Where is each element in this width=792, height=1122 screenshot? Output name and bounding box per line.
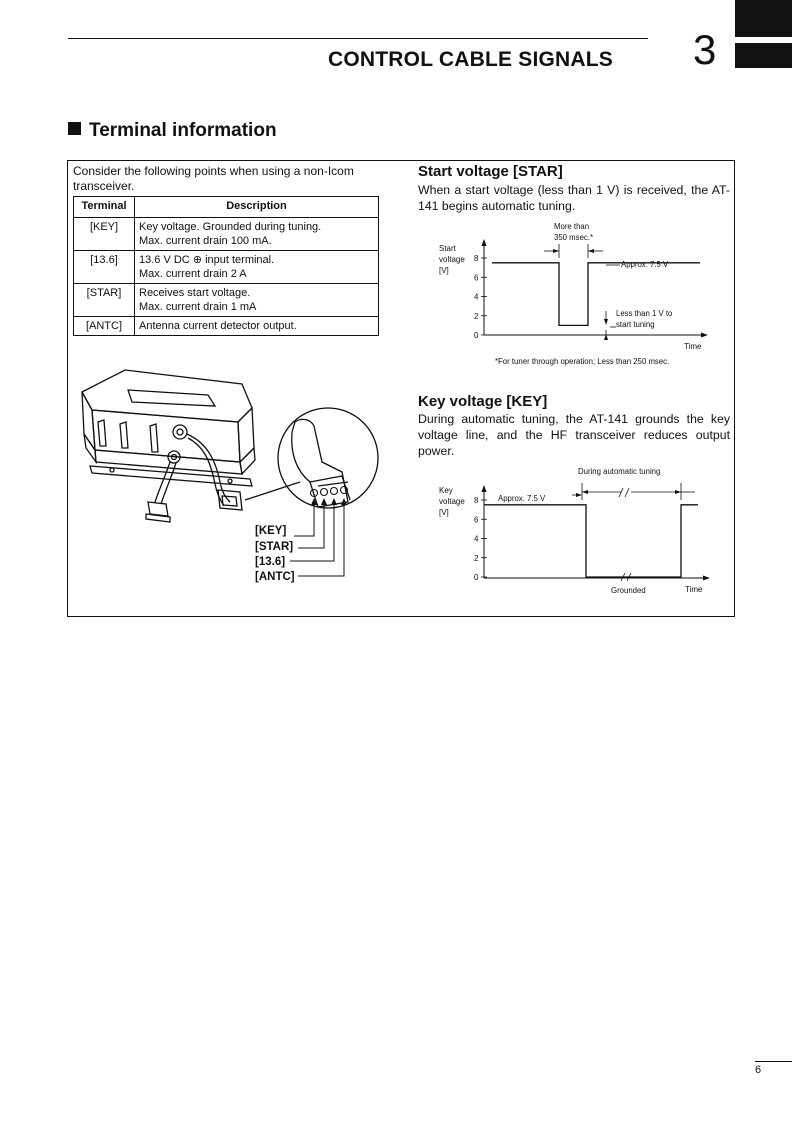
start-voltage-description: When a start voltage (less than 1 V) is received, the AT-141 begins automatic tuning. <box>418 183 730 213</box>
y-tick-label: 6 <box>474 515 479 525</box>
y-tick-label: 2 <box>474 311 479 321</box>
y-axis-arrow <box>482 485 487 492</box>
key-voltage-title: Key voltage [KEY] <box>418 393 548 410</box>
header-rule <box>68 38 648 39</box>
chapter-number: 3 <box>693 26 717 73</box>
y-label-line: voltage <box>439 497 465 506</box>
footnote: *For tuner through operation; Less than 250 msec. <box>495 357 670 366</box>
y-tick-label: 6 <box>474 273 479 283</box>
key-voltage-series <box>484 505 698 577</box>
ann-grounded: Grounded <box>611 586 646 595</box>
y-tick-label: 4 <box>474 534 479 544</box>
y-ticks <box>474 496 487 582</box>
terminal-cell: [ANTC] <box>74 317 135 336</box>
y-ticks <box>474 254 487 340</box>
description-line: Antenna current detector output. <box>139 320 297 332</box>
x-axis-arrow <box>701 333 708 338</box>
annotation-arrows <box>576 490 681 497</box>
label-star: [STAR] <box>255 541 294 553</box>
intro-text: Consider the following points when using a non-Icom transceiver. <box>73 164 354 193</box>
ann-start-tuning: start tuning <box>616 320 655 329</box>
chapter-title: CONTROL CABLE SIGNALS <box>328 48 613 71</box>
y-label-line: Start <box>439 244 456 253</box>
description-line: Max. current drain 2 A <box>139 268 247 280</box>
ann-less-than: Less than 1 V to <box>616 309 673 318</box>
y-tick-label: 0 <box>474 331 479 340</box>
terminal-cell: [STAR] <box>74 284 135 317</box>
description-line: Max. current drain 1 mA <box>139 301 257 313</box>
description-cell <box>135 218 379 251</box>
annotation-lines <box>572 483 695 581</box>
connector-pins <box>311 487 348 497</box>
chapter-tab-bottom <box>735 43 792 68</box>
y-label-line: voltage <box>439 255 465 264</box>
ann-approx-7-5: Approx. 7.5 V <box>621 260 669 269</box>
start-voltage-title: Start voltage [STAR] <box>418 163 563 180</box>
description-cell <box>135 251 379 284</box>
description-line: Max. current drain 100 mA. <box>139 235 272 247</box>
start-voltage-chart <box>418 218 718 373</box>
ann-approx-7-5: Approx. 7.5 V <box>498 494 546 503</box>
ann-during-tuning: During automatic tuning <box>578 467 661 476</box>
label-antc: [ANTC] <box>255 571 295 583</box>
y-tick-label: 0 <box>474 573 479 582</box>
x-axis-arrow <box>703 576 710 581</box>
ann-350-msec: 350 msec.* <box>554 233 594 242</box>
y-tick-label: 4 <box>474 292 479 302</box>
description-cell <box>135 317 379 336</box>
terminal-cell: [13.6] <box>74 251 135 284</box>
x-label: Time <box>684 342 702 351</box>
section-title-text: Terminal information <box>89 120 277 141</box>
table-header-row <box>74 197 379 218</box>
table-row <box>74 284 379 317</box>
table-row <box>74 317 379 336</box>
y-label-line: [V] <box>439 508 449 517</box>
y-tick-label: 8 <box>474 254 479 263</box>
key-voltage-description: During automatic tuning, the AT-141 grounds the key voltage line, and the HF transceiver reduces output power. <box>418 412 730 458</box>
y-label-line: Key <box>439 486 453 495</box>
annotation-lines <box>544 244 620 336</box>
description-cell <box>135 284 379 317</box>
y-tick-label: 8 <box>474 496 479 505</box>
ann-more-than: More than <box>554 222 590 231</box>
description-line: 13.6 V DC ⊕ input terminal. <box>139 254 275 266</box>
y-axis-arrow <box>482 239 487 246</box>
y-label-line: [V] <box>439 266 449 275</box>
label-key: [KEY] <box>255 525 287 537</box>
header-description: Description <box>135 197 379 218</box>
terminal-cell: [KEY] <box>74 218 135 251</box>
label-leaders <box>290 502 344 576</box>
table-row <box>74 218 379 251</box>
footer-rule <box>755 1061 792 1062</box>
x-label: Time <box>685 585 703 594</box>
chapter-tab-top <box>735 0 792 37</box>
page-number: 6 <box>755 1064 762 1076</box>
terminal-table <box>73 196 379 336</box>
section-title <box>68 120 277 142</box>
description-line: Key voltage. Grounded during tuning. <box>139 221 322 233</box>
tuner-illustration <box>70 362 390 587</box>
y-tick-label: 2 <box>474 553 479 563</box>
label-13-6: [13.6] <box>255 556 286 568</box>
key-voltage-chart <box>418 460 718 602</box>
square-bullet-icon <box>68 122 81 135</box>
description-line: Receives start voltage. <box>139 287 251 299</box>
table-row <box>74 251 379 284</box>
header-terminal: Terminal <box>74 197 135 218</box>
